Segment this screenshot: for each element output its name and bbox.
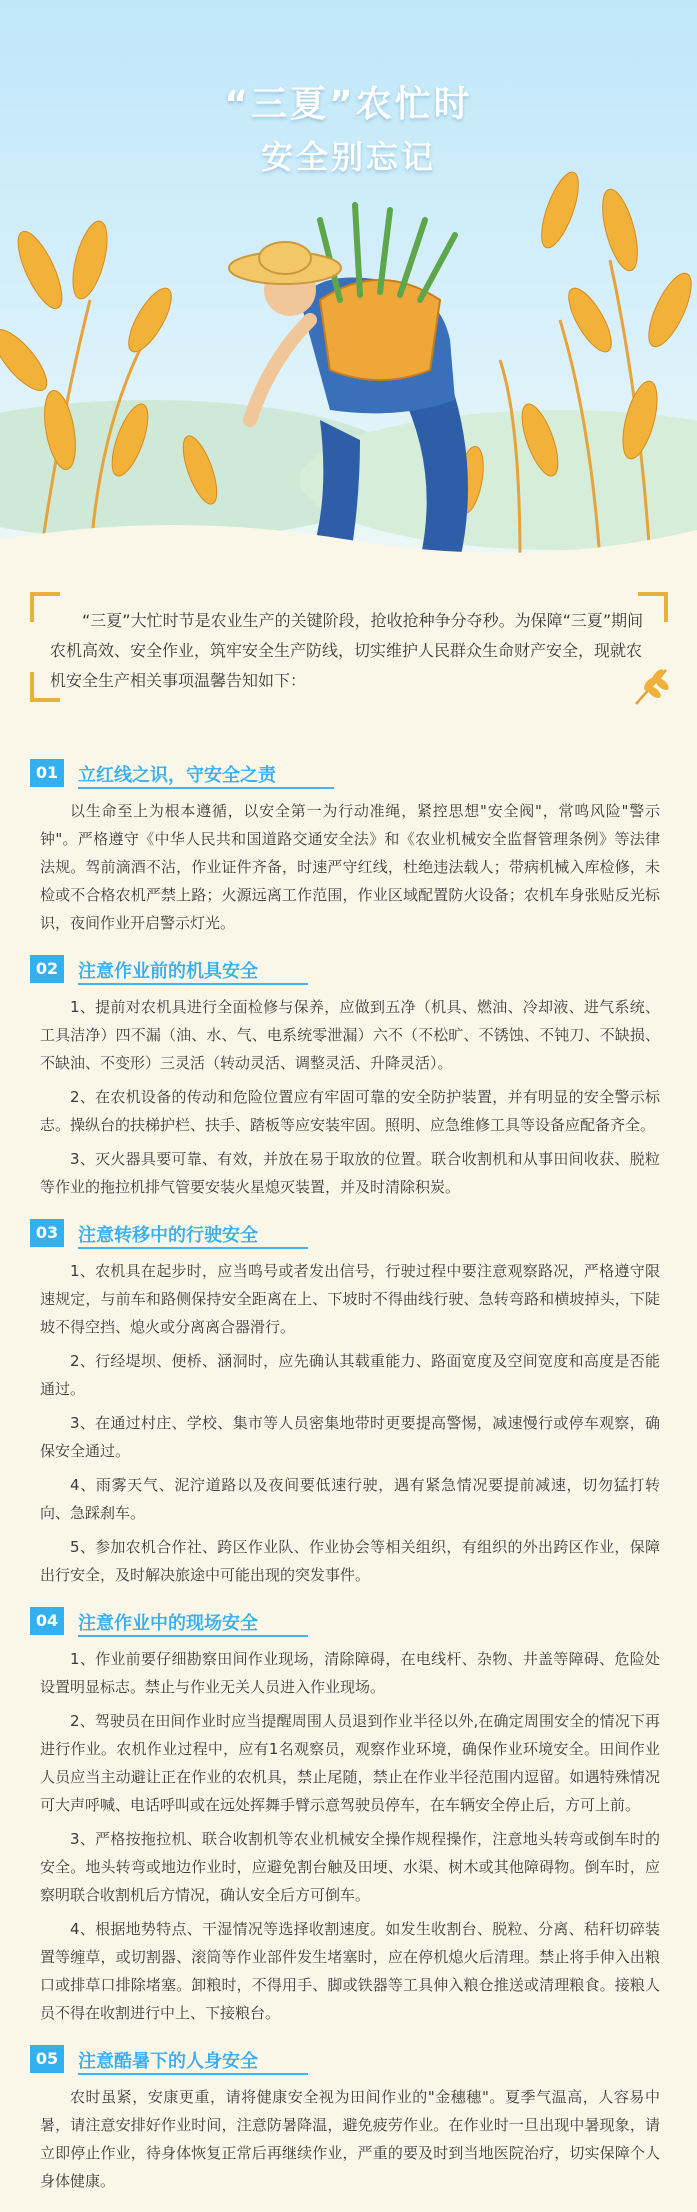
section-02-paragraph-3: 3、灭火器具要可靠、有效，并放在易于取放的位置。联合收割机和从事田间收获、脱粒等作业的拖拉机排气管要安装火星熄灭装置，并及时清除积炭。 [40, 1150, 660, 1196]
section-title: 立红线之识，守安全之责 [78, 765, 276, 786]
intro-box [30, 592, 668, 702]
section-number: 03 [30, 1219, 64, 1247]
section-02-paragraph-2: 2、在农机设备的传动和危险位置应有牢固可靠的安全防护装置，并有明显的安全警示标志。操纵台的扶梯护栏、扶手、踏板等应安装牢固。照明、应急维修工具等设备应配备齐全。 [40, 1088, 660, 1134]
section-03-paragraph-1: 1、农机具在起步时，应当鸣号或者发出信号，行驶过程中要注意观察路况，严格遵守限速规定，与前车和路侧保持安全距离在上、下坡时不得曲线行驶、急转弯路和横坡掉头，下陡坡不得空挡、熄火或分离离合器滑行。 [40, 1262, 660, 1336]
section-04-paragraph-1: 1、作业前要仔细勘察田间作业现场，清除障碍，在电线杆、杂物、井盖等障碍、危险处设置明显标志。禁止与作业无关人员进入作业现场。 [40, 1650, 660, 1696]
section-number: 02 [30, 955, 64, 983]
section-03-paragraph-2: 2、行经堤坝、便桥、涵洞时，应先确认其载重能力、路面宽度及空间宽度和高度是否能通过。 [40, 1352, 660, 1398]
title-underline [78, 1247, 308, 1249]
section-04-paragraph-3: 3、严格按拖拉机、联合收割机等农业机械安全操作规程操作，注意地头转弯或倒车时的安全。地头转弯或地边作业时，应避免割台触及田埂、水渠、树木或其他障碍物。倒车时，应察明联合收割机后方情况，确认安全后方可倒车。 [40, 1830, 660, 1904]
section-number: 05 [30, 2045, 64, 2073]
section-01-paragraph: 以生命至上为根本遵循，以安全第一为行动准绳，紧控思想"安全阀"，常鸣风险"警示钟"。严格遵守《中华人民共和国道路交通安全法》和《农业机械安全监督管理条例》等法律法规。驾前滴酒不沾，作业证件齐备，时速严守红线，杜绝违法载人；带病机械入库检修，未检或不合格农机严禁上路；火源远离工作范围，作业区域配置防火设备；农机车身张贴反光标识，夜间作业开启警示灯光。 [40, 802, 660, 932]
section-title: 注意作业前的机具安全 [78, 961, 258, 982]
intro-text: “三夏”大忙时节是农业生产的关键阶段，抢收抢种争分夺秒。为保障“三夏”期间农机高效、安全作业，筑牢安全生产防线，切实维护人民群众生命财产安全，现就农机安全生产相关事项温馨告知如下： [50, 611, 644, 690]
section-04-paragraph-2: 2、驾驶员在田间作业时应当提醒周围人员退到作业半径以外,在确定周围安全的情况下再进行作业。农机作业过程中，应有1名观察员，观察作业环境，确保作业环境安全。田间作业人员应当主动避让正在作业的农机具，禁止尾随，禁止在作业半径范围内逗留。如遇特殊情况可大声呼喊、电话呼叫或在远处挥舞手臂示意驾驶员停车，在车辆安全停止后，方可上前。 [40, 1712, 660, 1814]
section-03-paragraph-4: 4、雨雾天气、泥泞道路以及夜间要低速行驶，遇有紧急情况要提前减速，切勿猛打转向、急踩刹车。 [40, 1476, 660, 1522]
hero-title-line1: “三夏”农忙时 [224, 84, 473, 125]
title-underline [78, 2073, 308, 2075]
section-05-paragraph: 农时虽紧，安康更重，请将健康安全视为田间作业的"金穗穗"。夏季气温高，人容易中暑，请注意安排好作业时间，注意防暑降温，避免疲劳作业。在作业时一旦出现中暑现象，请立即停止作业，待身体恢复正常后再继续作业，严重的要及时到当地医院治疗，切实保障个人身体健康。 [40, 2088, 660, 2190]
hero-title-line2: 安全别忘记 [260, 138, 436, 176]
section-03-paragraph-5: 5、参加农机合作社、跨区作业队、作业协会等相关组织，有组织的外出跨区作业，保障出行安全，及时解决旅途中可能出现的突发事件。 [40, 1538, 660, 1584]
section-number: 01 [30, 759, 64, 787]
section-title: 注意酷暑下的人身安全 [78, 2051, 258, 2072]
section-04-paragraph-4: 4、根据地势特点、干湿情况等选择收割速度。如发生收割台、脱粒、分离、秸秆切碎装置等缠草，或切割器、滚筒等作业部件发生堵塞时，应在停机熄火后清理。禁止将手伸入出粮口或排草口排除堵塞。卸粮时，不得用手、脚或铁器等工具伸入粮仓推送或清理粮食。接粮人员不得在收割进行中上、下接粮台。 [40, 1920, 660, 2022]
wheat-icon [628, 662, 674, 708]
section-number: 04 [30, 1607, 64, 1635]
hero-banner [0, 0, 697, 570]
title-underline [78, 983, 308, 985]
title-underline [78, 1635, 308, 1637]
title-underline [78, 787, 334, 789]
section-title: 注意作业中的现场安全 [78, 1613, 258, 1634]
section-02-paragraph-1: 1、提前对农机具进行全面检修与保养，应做到五净（机具、燃油、冷却液、进气系统、工具洁净）四不漏（油、水、气、电系统零泄漏）六不（不松旷、不锈蚀、不钝刀、不缺损、不缺油、不变形）三灵活（转动灵活、调整灵活、升降灵活）。 [40, 998, 660, 1072]
section-03-paragraph-3: 3、在通过村庄、学校、集市等人员密集地带时更要提高警惕，减速慢行或停车观察，确保安全通过。 [40, 1414, 660, 1460]
section-title: 注意转移中的行驶安全 [78, 1225, 258, 1246]
